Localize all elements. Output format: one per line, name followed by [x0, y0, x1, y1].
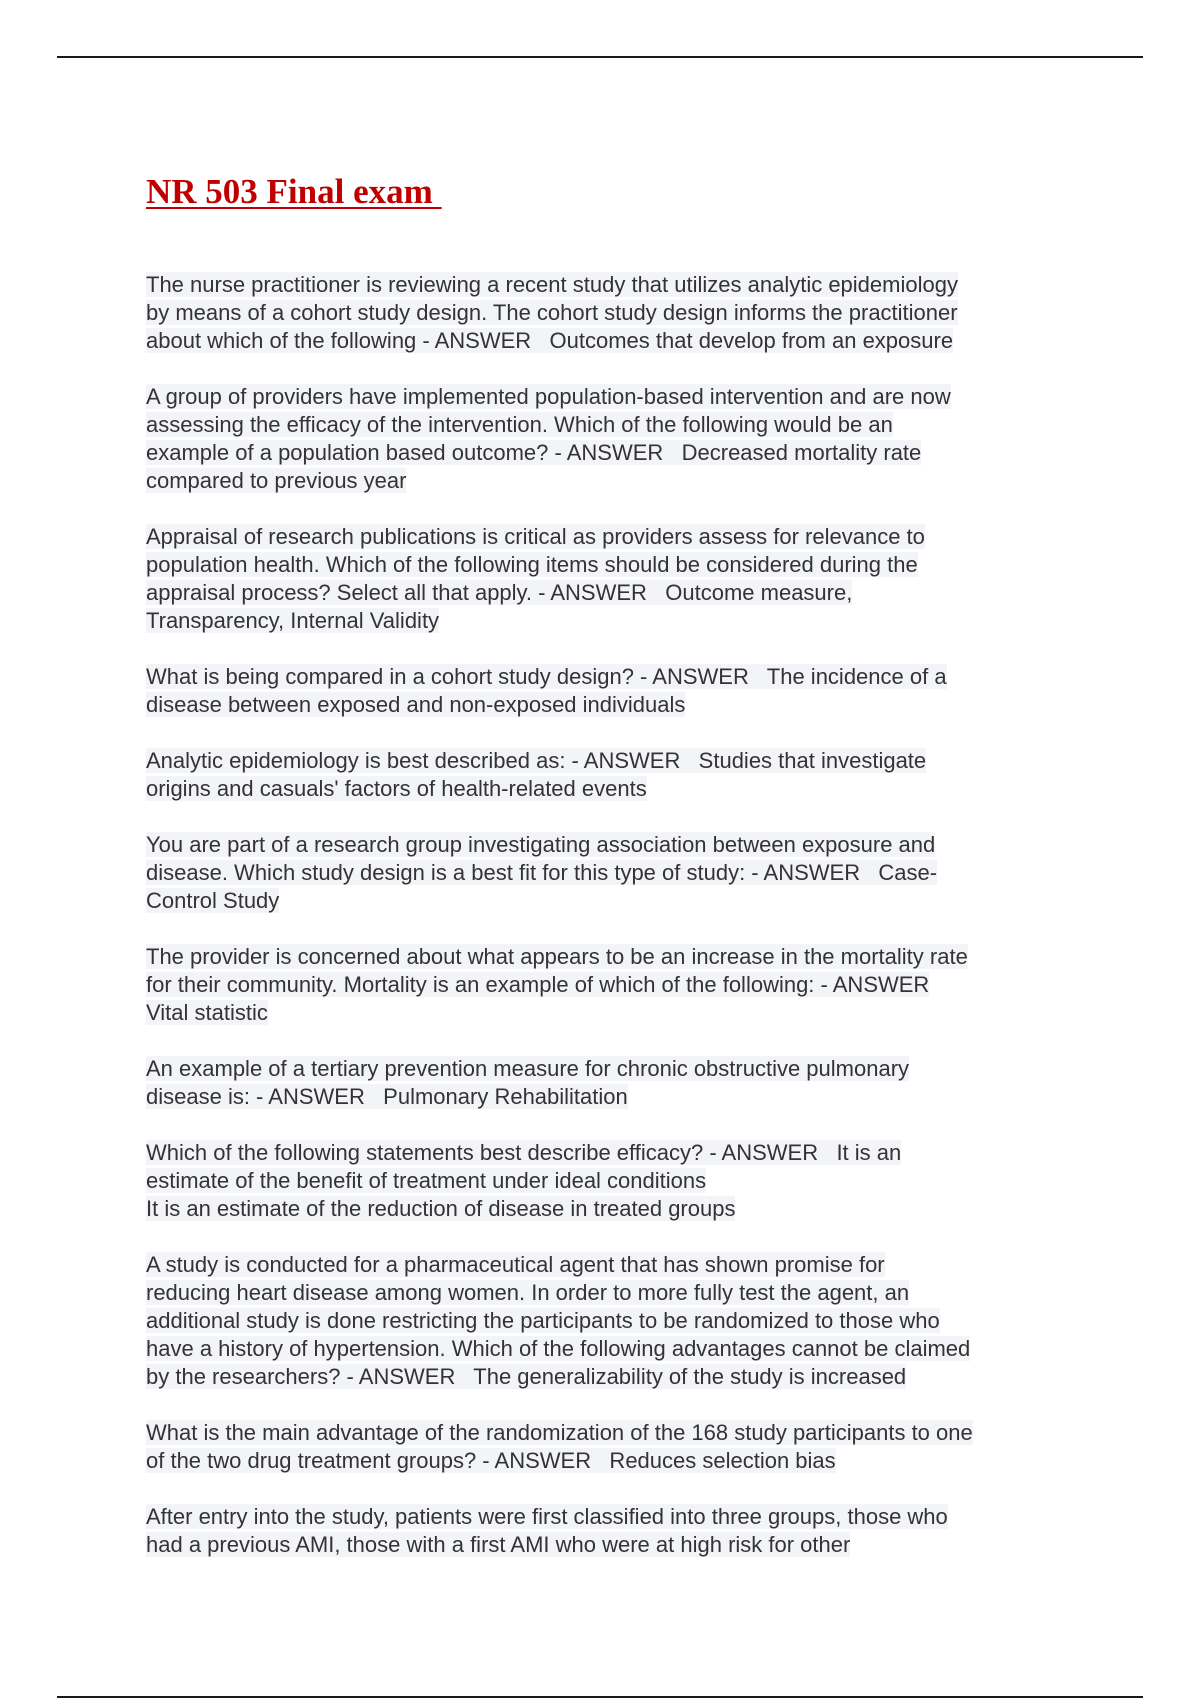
question-line	[146, 831, 1066, 859]
question-line	[146, 1307, 1066, 1335]
question-line-text: appraisal process? Select all that apply. - ANSWER Outcome measure,	[146, 580, 853, 605]
question-line	[146, 523, 1066, 551]
question-line	[146, 411, 1066, 439]
question-line	[146, 1139, 1066, 1167]
header-rule	[57, 56, 1143, 58]
question-line-text: additional study is done restricting the participants to be randomized to those who	[146, 1308, 940, 1333]
question-line-text: disease is: - ANSWER Pulmonary Rehabilitation	[146, 1084, 628, 1109]
question-line	[146, 1195, 1066, 1223]
question-line	[146, 1335, 1066, 1363]
question-item	[146, 1503, 1066, 1559]
question-line	[146, 299, 1066, 327]
question-line-text: by means of a cohort study design. The cohort study design informs the practitioner	[146, 300, 958, 325]
question-line	[146, 1419, 1066, 1447]
question-line-text: Control Study	[146, 888, 280, 913]
question-line	[146, 439, 1066, 467]
question-line	[146, 271, 1066, 299]
question-line	[146, 1363, 1066, 1391]
question-line-text: by the researchers? - ANSWER The generalizability of the study is increased	[146, 1364, 907, 1389]
question-line	[146, 943, 1066, 971]
question-item	[146, 1139, 1066, 1223]
question-line	[146, 887, 1066, 915]
question-line	[146, 1503, 1066, 1531]
question-item	[146, 943, 1066, 1027]
question-line-text: Which of the following statements best describe efficacy? - ANSWER It is an	[146, 1140, 902, 1165]
document-title: NR 503 Final exam	[146, 172, 442, 211]
question-line	[146, 1531, 1066, 1559]
question-line-text: Vital statistic	[146, 1000, 268, 1025]
question-line	[146, 1279, 1066, 1307]
question-line-text: about which of the following - ANSWER Outcomes that develop from an exposure	[146, 328, 954, 353]
question-line-text: for their community. Mortality is an example of which of the following: - ANSWER	[146, 972, 930, 997]
question-item	[146, 747, 1066, 803]
question-line	[146, 1083, 1066, 1111]
question-line	[146, 1167, 1066, 1195]
question-line	[146, 607, 1066, 635]
question-line-text: A group of providers have implemented population-based intervention and are now	[146, 384, 951, 409]
question-line-text: The provider is concerned about what appears to be an increase in the mortality rate	[146, 944, 968, 969]
question-line	[146, 467, 1066, 495]
question-line	[146, 775, 1066, 803]
question-line-text: origins and casuals' factors of health-related events	[146, 776, 647, 801]
question-line-text: compared to previous year	[146, 468, 407, 493]
question-line-text: An example of a tertiary prevention measure for chronic obstructive pulmonary	[146, 1056, 910, 1081]
question-line-text: had a previous AMI, those with a first AMI who were at high risk for other	[146, 1532, 851, 1557]
question-line-text: What is the main advantage of the randomization of the 168 study participants to one	[146, 1420, 973, 1445]
question-line-text: What is being compared in a cohort study design? - ANSWER The incidence of a	[146, 664, 947, 689]
question-list	[146, 271, 1066, 1587]
question-item	[146, 271, 1066, 355]
question-item	[146, 383, 1066, 495]
question-line-text: The nurse practitioner is reviewing a recent study that utilizes analytic epidemiology	[146, 272, 958, 297]
question-line-text: Transparency, Internal Validity	[146, 608, 440, 633]
question-line-text: You are part of a research group investigating association between exposure and	[146, 832, 936, 857]
question-line	[146, 971, 1066, 999]
question-item	[146, 1055, 1066, 1111]
question-line-text: disease between exposed and non-exposed individuals	[146, 692, 686, 717]
question-item	[146, 523, 1066, 635]
question-line	[146, 1251, 1066, 1279]
question-item	[146, 831, 1066, 915]
question-line	[146, 551, 1066, 579]
question-line	[146, 999, 1066, 1027]
question-line	[146, 327, 1066, 355]
question-item	[146, 1251, 1066, 1391]
question-line	[146, 747, 1066, 775]
question-line-text: population health. Which of the following items should be considered during the	[146, 552, 918, 577]
question-item	[146, 663, 1066, 719]
question-line-text: assessing the efficacy of the intervention. Which of the following would be an	[146, 412, 893, 437]
question-line-text: have a history of hypertension. Which of the following advantages cannot be claimed	[146, 1336, 971, 1361]
question-line-text: After entry into the study, patients were first classified into three groups, those who	[146, 1504, 948, 1529]
question-line-text: disease. Which study design is a best fit for this type of study: - ANSWER Case-	[146, 860, 938, 885]
question-line	[146, 691, 1066, 719]
question-line	[146, 859, 1066, 887]
question-item	[146, 1419, 1066, 1475]
question-line	[146, 579, 1066, 607]
footer-rule	[57, 1696, 1143, 1698]
question-line-text: reducing heart disease among women. In order to more fully test the agent, an	[146, 1280, 910, 1305]
question-line-text: A study is conducted for a pharmaceutical agent that has shown promise for	[146, 1252, 885, 1277]
question-line	[146, 663, 1066, 691]
question-line	[146, 1447, 1066, 1475]
question-line-text: Analytic epidemiology is best described as: - ANSWER Studies that investigate	[146, 748, 927, 773]
question-line-text: Appraisal of research publications is critical as providers assess for relevance to	[146, 524, 925, 549]
question-line-text: It is an estimate of the reduction of disease in treated groups	[146, 1196, 736, 1221]
question-line-text: estimate of the benefit of treatment under ideal conditions	[146, 1168, 707, 1193]
question-line	[146, 383, 1066, 411]
question-line	[146, 1055, 1066, 1083]
question-line-text: of the two drug treatment groups? - ANSWER Reduces selection bias	[146, 1448, 836, 1473]
question-line-text: example of a population based outcome? - ANSWER Decreased mortality rate	[146, 440, 922, 465]
